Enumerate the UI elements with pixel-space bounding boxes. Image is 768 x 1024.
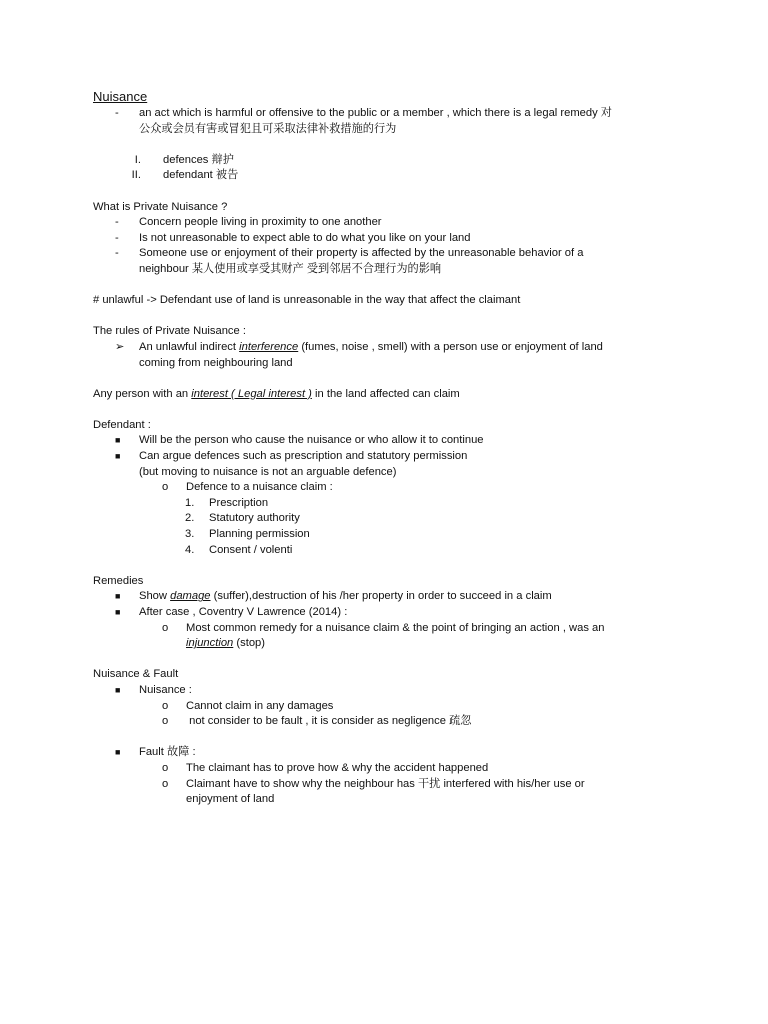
document-page: [93, 88, 713, 808]
square-bullet-icon: ■: [115, 435, 121, 446]
list-item-text: Claimant have to show why the neighbour has 干扰 interfered with his/her use or: [186, 777, 585, 790]
list-item-continuation: neighbour 某人使用或享受其财产 受到邻居不合理行为的影响: [139, 262, 442, 275]
circle-bullet-icon: o: [162, 715, 169, 728]
square-bullet-icon: ■: [115, 607, 121, 617]
emphasis: injunction: [186, 637, 234, 650]
dash-bullet: -: [115, 247, 119, 260]
list-item-text: Statutory authority: [209, 512, 300, 525]
square-bullet-icon: ■: [115, 747, 121, 758]
list-item-continuation: coming from neighbouring land: [139, 356, 293, 369]
list-item-text: Defence to a nuisance claim :: [186, 481, 333, 494]
emphasis: interference: [239, 340, 299, 353]
list-item-continuation: (but moving to nuisance is not an arguable defence): [139, 465, 397, 478]
sub-list-item: [93, 621, 713, 637]
circle-bullet-icon: o: [162, 761, 169, 774]
roman-numeral: I.: [134, 153, 141, 166]
unlawful-note: # unlawful -> Defendant use of land is unreasonable in the way that affect the claimant: [93, 294, 521, 307]
text-run: (fumes, noise , smell) with a person use or enjoyment of land: [298, 340, 603, 353]
claim-line: [93, 387, 713, 403]
text-run: in the land affected can claim: [311, 387, 460, 400]
sub-list-item: [93, 714, 713, 730]
sub-list-item: [93, 761, 713, 777]
text-run: (stop): [233, 637, 265, 650]
dash-bullet: -: [115, 107, 119, 119]
definition-text: an act which is harmful or offensive to the public or a member , which there is a legal remedy 对: [139, 107, 612, 119]
list-item: [93, 340, 713, 356]
sub-list-item: [93, 480, 713, 496]
circle-bullet-icon: o: [162, 621, 169, 634]
list-item: [93, 589, 713, 605]
section-heading: The rules of Private Nuisance :: [93, 325, 246, 338]
list-item: [93, 153, 713, 169]
numbered-item: [93, 527, 713, 543]
dash-bullet: -: [115, 216, 119, 229]
section-heading: What is Private Nuisance ?: [93, 200, 228, 213]
list-item-text: Fault 故障 :: [139, 746, 196, 759]
numbered-item: [93, 496, 713, 512]
dash-bullet: -: [115, 231, 119, 244]
definition-line: [93, 106, 713, 122]
square-bullet-icon: ■: [115, 451, 121, 462]
number-marker: 2.: [185, 512, 195, 525]
list-item: [93, 745, 713, 761]
circle-bullet-icon: o: [162, 481, 169, 494]
circle-bullet-icon: o: [162, 699, 169, 712]
arrow-bullet-icon: ➢: [115, 340, 125, 353]
section-heading: Nuisance & Fault: [93, 668, 179, 681]
list-item-text: The claimant has to prove how & why the accident happened: [186, 761, 489, 774]
list-item-text: Prescription: [209, 496, 269, 509]
numbered-item: [93, 543, 713, 559]
list-item: [93, 433, 713, 449]
list-item-text: Most common remedy for a nuisance claim & the point of bringing an action , was an: [186, 621, 605, 634]
sub-list-item-continuation: [93, 636, 713, 652]
list-item: [93, 449, 713, 465]
sub-list-item-continuation: enjoyment of land: [186, 793, 275, 806]
number-marker: 3.: [185, 528, 195, 541]
circle-bullet-icon: o: [162, 777, 169, 790]
list-item-text: Will be the person who cause the nuisance or who allow it to continue: [139, 434, 484, 447]
definition-continuation: 公众或会员有害或冒犯且可采取法律补救措施的行为: [139, 122, 397, 135]
list-item: [93, 215, 713, 231]
number-marker: 4.: [185, 543, 195, 556]
text-run: (suffer),destruction of his /her property in order to succeed in a claim: [210, 590, 552, 603]
list-item-text: Can argue defences such as prescription and statutory permission: [139, 450, 468, 463]
text-run: An unlawful indirect: [139, 340, 240, 353]
list-item-text: Consent / volenti: [209, 543, 293, 556]
list-item-text: Planning permission: [209, 528, 310, 541]
emphasis: interest ( Legal interest ): [191, 387, 312, 400]
list-item: [93, 231, 713, 247]
list-item-text: Is not unreasonable to expect able to do what you like on your land: [139, 231, 471, 244]
text-run: Show: [139, 590, 171, 603]
list-item-text: Concern people living in proximity to one another: [139, 216, 382, 229]
sub-list-item: [93, 699, 713, 715]
section-heading: Remedies: [93, 574, 144, 587]
number-marker: 1.: [185, 496, 195, 509]
list-item-text: defences 辩护: [163, 153, 234, 166]
numbered-item: [93, 511, 713, 527]
emphasis: damage: [170, 590, 211, 603]
list-item-text: Someone use or enjoyment of their property is affected by the unreasonable behavior of a: [139, 247, 584, 260]
square-bullet-icon: ■: [115, 591, 121, 602]
list-item-text: Cannot claim in any damages: [186, 699, 334, 712]
list-item-text: not consider to be fault , it is consider as negligence 疏忽: [186, 715, 472, 728]
page-title: Nuisance: [93, 89, 148, 104]
square-bullet-icon: ■: [115, 684, 121, 695]
text-run: Any person with an: [93, 387, 192, 400]
list-item: [93, 683, 713, 699]
roman-numeral: II.: [131, 169, 141, 182]
list-item-text: After case , Coventry V Lawrence (2014) :: [139, 606, 348, 618]
section-heading: Defendant :: [93, 418, 151, 431]
list-item: [93, 605, 713, 621]
sub-list-item: [93, 777, 713, 793]
list-item: [93, 246, 713, 262]
list-item-text: Nuisance :: [139, 683, 192, 696]
list-item-text: defendant 被告: [163, 169, 239, 182]
list-item: [93, 168, 713, 184]
